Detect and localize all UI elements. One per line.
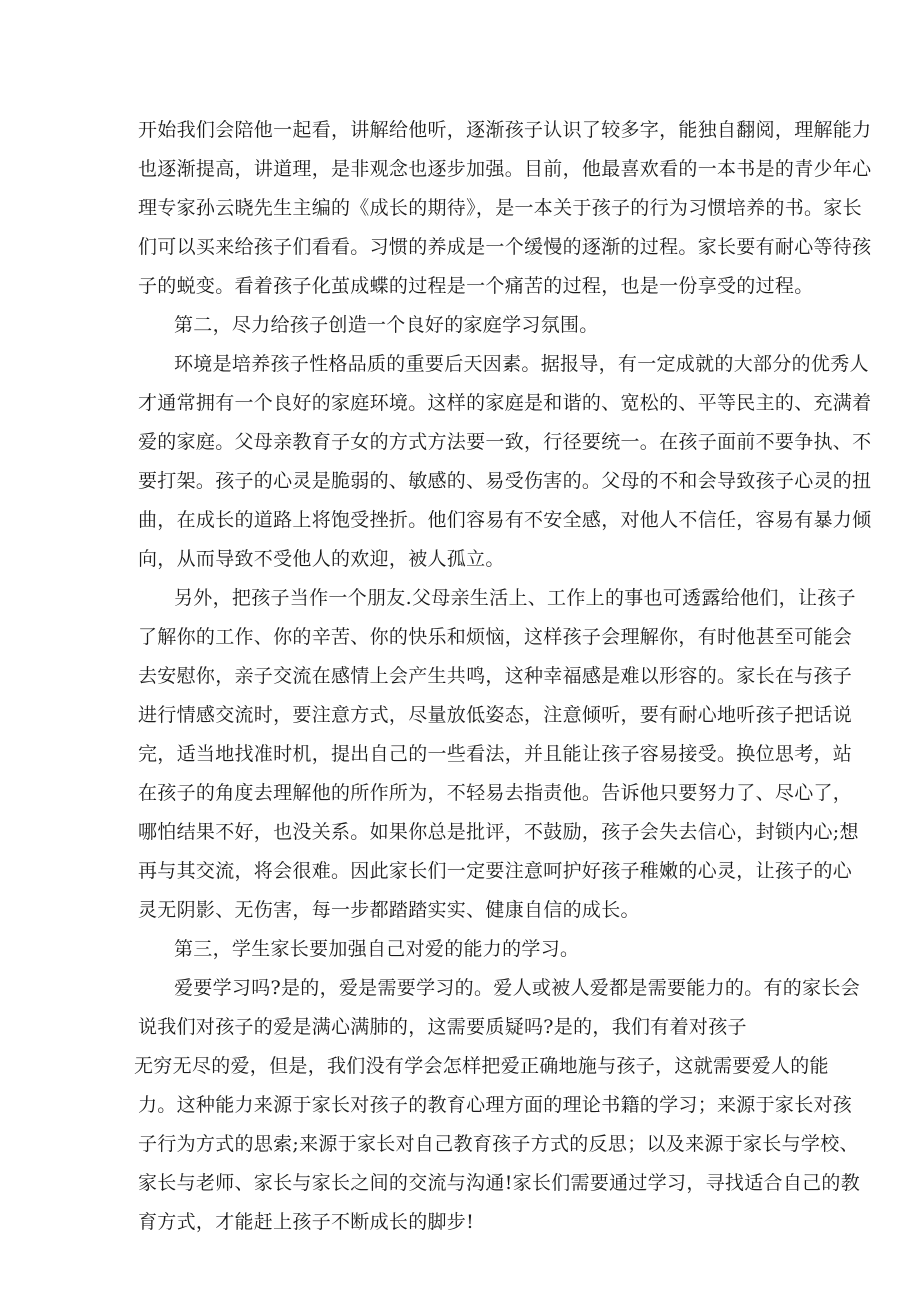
text-line: 向，从而导致不受他人的欢迎，被人孤立。 [138,548,505,570]
text-line: 力。这种能力来源于家长对孩子的教育心理方面的理论书籍的学习；来源于家长对孩 [138,1094,853,1116]
text-line: 环境是培养孩子性格品质的重要后天因素。据报导，有一定成就的大部分的优秀人 [174,353,869,375]
text-line: 了解你的工作、你的辛苦、你的快乐和烦恼，这样孩子会理解你，有时他甚至可能会 [138,626,853,648]
section-heading: 第三，学生家长要加强自己对爱的能力的学习。 [174,938,580,960]
text-line: 在孩子的角度去理解他的所作所为，不轻易去指责他。告诉他只要努力了、尽心了， [138,782,853,804]
text-line: 再与其交流，将会很难。因此家长们一定要注意呵护好孩子稚嫩的心灵，让孩子的心 [138,860,853,882]
text-line: 理专家孙云晓先生主编的《成长的期待》，是一本关于孩子的行为习惯培养的书。家长 [138,197,862,219]
text-line: 家长与老师、家长与家长之间的交流与沟通!家长们需要通过学习，寻找适合自己的教 [138,1172,861,1194]
text-line: 完，适当地找准时机，提出自己的一些看法，并且能让孩子容易接受。换位思考，站 [138,743,853,765]
text-line: 子行为方式的思索;来源于家长对自己教育孩子方式的反思；以及来源于家长与学校、 [138,1133,859,1155]
section-heading: 第二，尽力给孩子创造一个良好的家庭学习氛围。 [174,314,599,336]
text-line: 才通常拥有一个良好的家庭环境。这样的家庭是和谐的、宽松的、平等民主的、充满着 [138,392,872,414]
text-line: 哪怕结果不好，也没关系。如果你总是批评，不鼓励，孩子会失去信心，封锁内心;想 [138,821,859,843]
text-line: 开始我们会陪他一起看，讲解给他听，逐渐孩子认识了较多字，能独自翻阅，理解能力 [138,119,872,141]
text-line: 爱的家庭。父母亲教育子女的方式方法要一致，行径要统一。在孩子面前不要争执、不 [138,431,872,453]
text-line: 们可以买来给孩子们看看。习惯的养成是一个缓慢的逐渐的过程。家长要有耐心等待孩 [138,236,872,258]
text-line: 灵无阴影、无伤害，每一步都踏踏实实、健康自信的成长。 [138,899,640,921]
text-line: 育方式，才能赶上孩子不断成长的脚步! [138,1211,475,1233]
text-line: 无穷无尽的爱，但是，我们没有学会怎样把爱正确地施与孩子，这就需要爱人的能 [134,1055,829,1077]
text-line: 也逐渐提高，讲道理，是非观念也逐步加强。目前，他最喜欢看的一本书是的青少年心 [138,158,872,180]
text-line: 说我们对孩子的爱是满心满肺的，这需要质疑吗?是的，我们有着对孩子 [138,1016,747,1038]
text-line: 爱要学习吗?是的，爱是需要学习的。爱人或被人爱都是需要能力的。有的家长会 [174,977,860,999]
text-line: 进行情感交流时，要注意方式，尽量放低姿态，注意倾听，要有耐心地听孩子把话说 [138,704,853,726]
text-line: 子的蜕变。看着孩子化茧成蝶的过程是一个痛苦的过程，也是一份享受的过程。 [138,275,814,297]
text-line: 另外，把孩子当作一个朋友.父母亲生活上、工作上的事也可透露给他们，让孩子 [174,587,856,609]
text-line: 要打架。孩子的心灵是脆弱的、敏感的、易受伤害的。父母的不和会导致孩子心灵的扭 [138,470,872,492]
text-line: 去安慰你，亲子交流在感情上会产生共鸣，这种幸福感是难以形容的。家长在与孩子 [138,665,853,687]
text-line: 曲，在成长的道路上将饱受挫折。他们容易有不安全感，对他人不信任，容易有暴力倾 [138,509,872,531]
